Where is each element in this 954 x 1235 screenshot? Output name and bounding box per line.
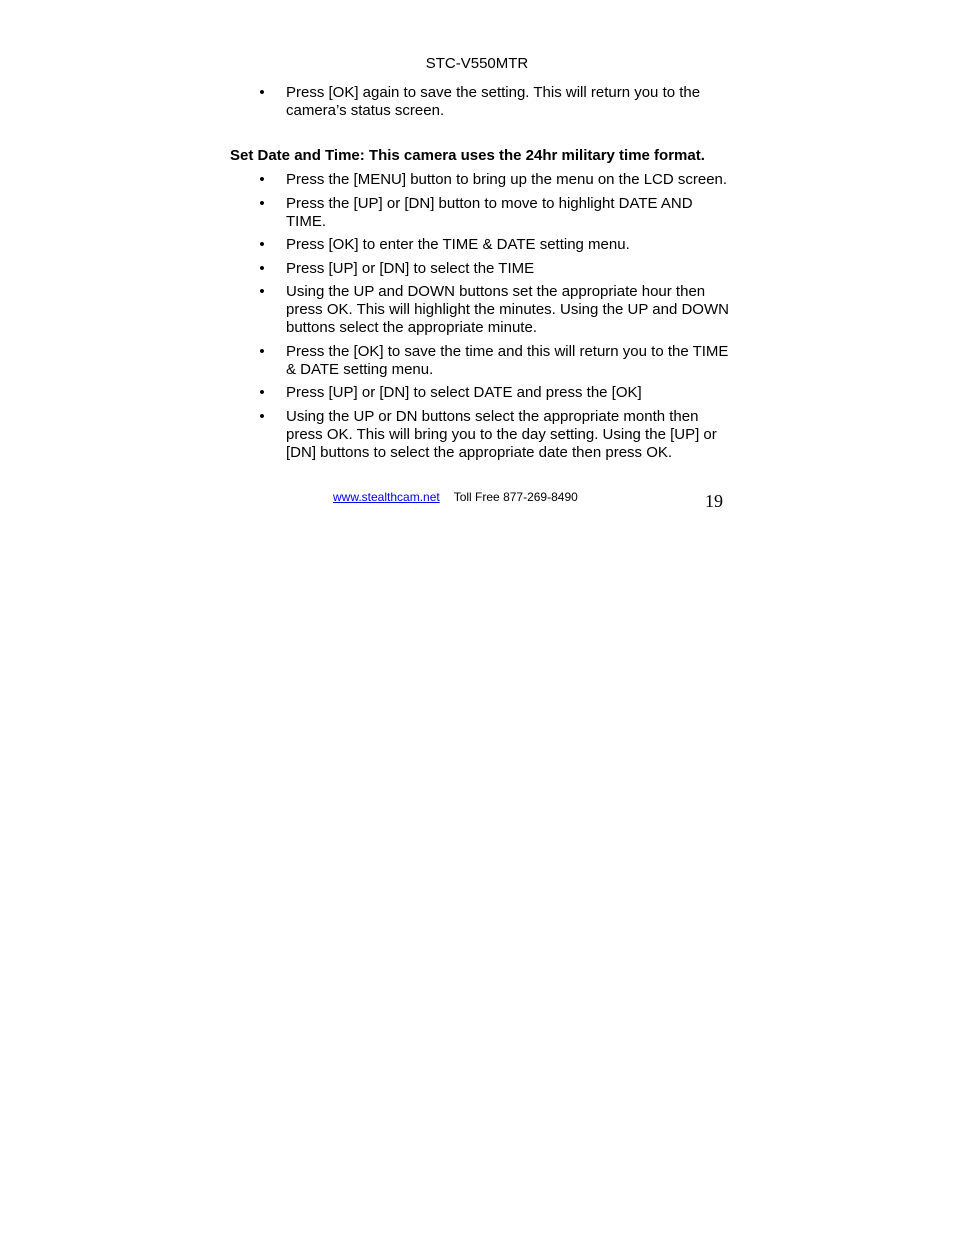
intro-bullet-list [256,84,736,126]
list-item-text: Press the [OK] to save the time and this will return you to the TIME & DATE setting menu. [286,342,729,378]
bullet-icon: • [259,384,265,401]
list-item [256,84,736,120]
bullet-icon: • [259,259,265,277]
list-item [256,195,736,231]
list-item-text: Press the [MENU] button to bring up the menu on the LCD screen. [286,171,728,188]
list-item-text: Using the UP and DOWN buttons set the appropriate hour then press OK. This will highlight the minutes. Using the UP and DOWN buttons select the appropriate minute. [286,283,729,336]
list-item [256,260,736,278]
page-number: 19 [705,491,723,511]
bullet-icon: • [259,194,265,212]
list-item [256,171,736,189]
date-time-steps-list [256,171,736,467]
list-item-text: Press [OK] to enter the TIME & DATE setting menu. [286,236,630,253]
bullet-icon: • [259,171,265,188]
list-item-text: Press [UP] or [DN] to select DATE and press the [OK] [286,384,642,401]
page-header-title: STC-V550MTR [425,55,529,72]
section-heading: Set Date and Time: This camera uses the 24hr military time format. [230,147,705,164]
list-item-text: Using the UP or DN buttons select the appropriate month then press OK. This will bring you to the day setting. Using the [UP] or [DN] buttons to select the appropriate date then press OK. [286,407,717,461]
list-item [256,408,736,462]
bullet-icon: • [259,84,265,101]
page-footer [333,490,578,505]
bullet-icon: • [259,407,265,425]
list-item [256,283,736,337]
toll-free-phone: Toll Free 877-269-8490 [453,490,578,504]
bullet-icon: • [259,283,265,300]
list-item [256,236,736,254]
list-item-text: Press [OK] again to save the setting. This will return you to the camera’s status screen. [286,84,701,119]
bullet-icon: • [259,236,265,253]
list-item-text: Press the [UP] or [DN] button to move to highlight DATE AND TIME. [286,194,693,230]
bullet-icon: • [259,342,265,360]
list-item [256,343,736,379]
list-item [256,384,736,402]
list-item-text: Press [UP] or [DN] to select the TIME [286,259,535,277]
website-link[interactable]: www.stealthcam.net [333,490,440,504]
